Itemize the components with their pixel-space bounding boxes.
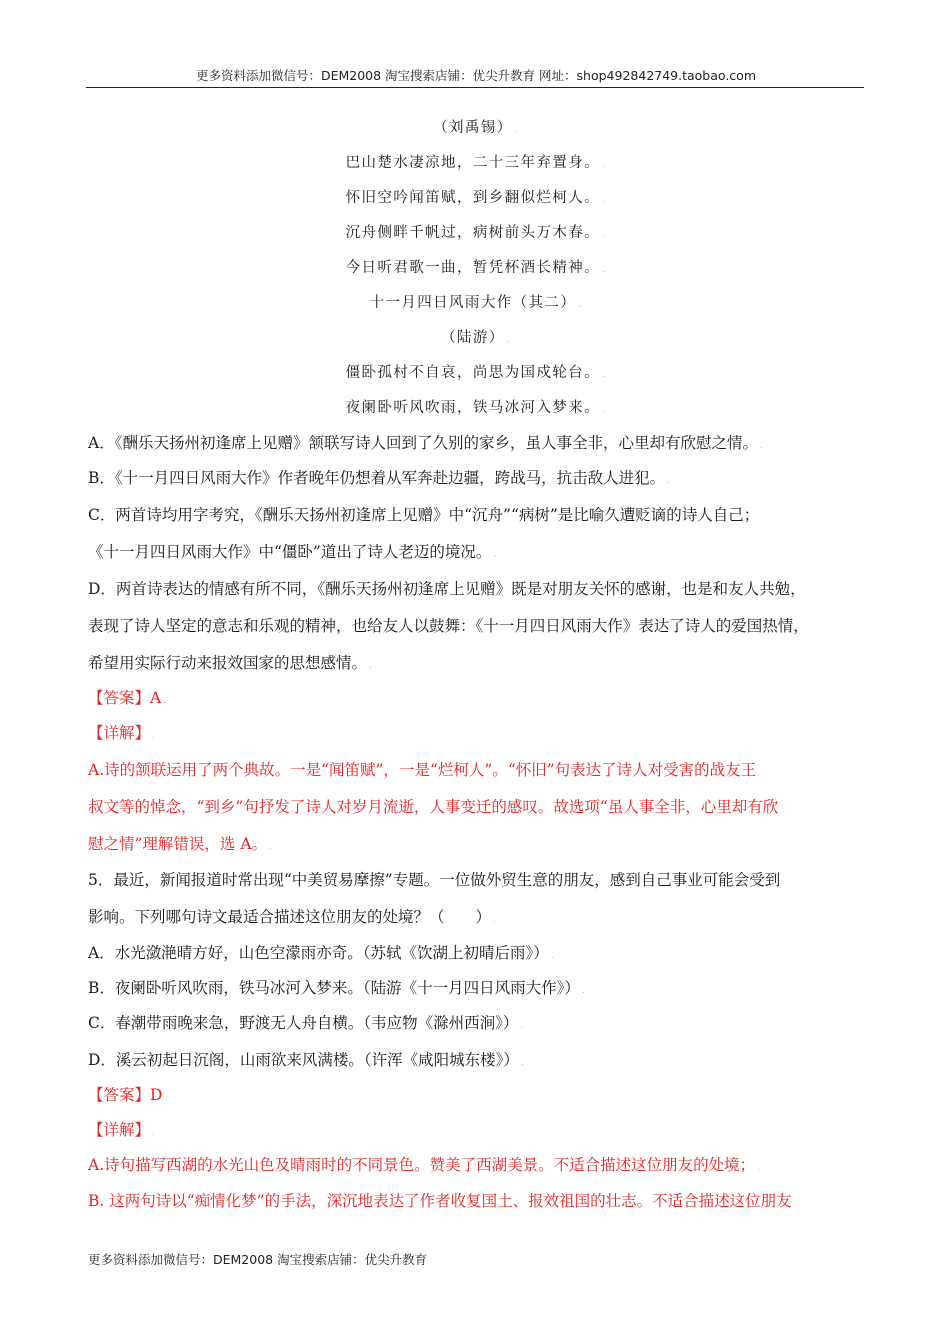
q4-option-d-cont: 表现了诗人坚定的意志和乐观的精神，也给友人以鼓舞：《十一月四日风雨大作》表达了诗人的爱国热情， [88, 617, 809, 635]
q5-option-b: B．夜阑卧听风吹雨，铁马冰河入梦来。（陆游《十一月四日风雨大作》） . [88, 979, 585, 997]
q4-option-d-cont: 希望用实际行动来报效国家的思想感情。 . [88, 654, 372, 672]
q4-option-b: B．《十一月四日风雨大作》作者晚年仍想着从军奔赴边疆，跨战马，抗击敌人进犯。 . [88, 469, 671, 487]
page-footer: 更多资料添加微信号：DEM2008 淘宝搜索店铺：优尖升教育 [88, 1252, 428, 1267]
poem1-author: （刘禹锡） . [433, 120, 519, 136]
q4-detail-cont: 叔文等的悼念，“到乡”句抒发了诗人对岁月流逝，人事变迁的感叹。故选项“虽人事全非，心里却有欣 [88, 798, 779, 816]
q4-detail: A.诗的颔联运用了两个典故。一是“闻笛赋”，一是“烂柯人”。“怀旧”句表达了诗人对受害的战友王 [88, 761, 757, 779]
poem2-author: （陆游） . [441, 330, 511, 346]
q5-detail-cont: B. 这两句诗以“痴情化梦”的手法，深沉地表达了作者收复国土、报效祖国的壮志。不适合描述这位朋友 [88, 1192, 792, 1210]
q4-option-c: C．两首诗均用字考究，《酬乐天扬州初逢席上见赠》中“沉舟”“病树”是比喻久遭贬谪的诗人自己； [88, 506, 760, 524]
poem2-title: 十一月四日风雨大作（其二） . [369, 295, 583, 311]
q5-stem-cont: 影响。下列哪句诗文最适合描述这位朋友的处境？（ ） . [88, 908, 496, 926]
q4-detail-label: 【详解】 . [88, 724, 155, 742]
q4-answer: 【答案】A . [88, 689, 167, 707]
q5-detail: A.诗句描写西湖的水光山色及晴雨时的不同景色。赞美了西湖美景。不适合描述这位朋友的处境； . [88, 1156, 760, 1174]
poem1-line: 怀旧空吟闻笛赋，到乡翻似烂柯人。 . [345, 190, 607, 206]
q4-option-a: A．《酬乐天扬州初逢席上见赠》颔联写诗人回到了久别的家乡，虽人事全非，心里却有欣慰之情。 . [88, 434, 763, 452]
poem2-line: 夜阑卧听风吹雨，铁马冰河入梦来。 . [345, 400, 607, 416]
page-header: 更多资料添加微信号：DEM2008 淘宝搜索店铺：优尖升教育 网址：shop492842749.taobao.com [195, 68, 757, 83]
poem2-line: 僵卧孤村不自哀，尚思为国戍轮台。 . [345, 365, 607, 381]
q4-option-d: D．两首诗表达的情感有所不同，《酬乐天扬州初逢席上见赠》既是对朋友关怀的感谢，也是和友人共勉， [88, 580, 806, 598]
q4-detail-cont: 慰之情”理解错误，选 A。 . [88, 835, 272, 853]
q5-detail-label: 【详解】 . [88, 1121, 155, 1139]
q5-stem: 5．最近，新闻报道时常出现“中美贸易摩擦”专题。一位做外贸生意的朋友，感到自己事业可能会受到 [88, 871, 781, 889]
q4-option-c-cont: 《十一月四日风雨大作》中“僵卧”道出了诗人老迈的境况。 . [88, 543, 497, 561]
poem1-line: 沉舟侧畔千帆过，病树前头万木春。 . [345, 225, 607, 241]
q5-option-c: C．春潮带雨晚来急，野渡无人舟自横。（韦应物《滁州西涧》） . [88, 1014, 524, 1032]
q5-answer: 【答案】D . [88, 1086, 168, 1104]
header-rule [86, 87, 864, 88]
poem1-line: 巴山楚水凄凉地，二十三年弃置身。 . [345, 155, 607, 171]
poem1-line: 今日听君歌一曲，暂凭杯酒长精神。 . [345, 260, 607, 276]
q5-option-a: A．水光潋滟晴方好，山色空濛雨亦奇。（苏轼《饮湖上初晴后雨》） . [88, 944, 554, 962]
q5-option-d: D．溪云初起日沉阁，山雨欲来风满楼。（许浑《咸阳城东楼》） . [88, 1051, 524, 1069]
